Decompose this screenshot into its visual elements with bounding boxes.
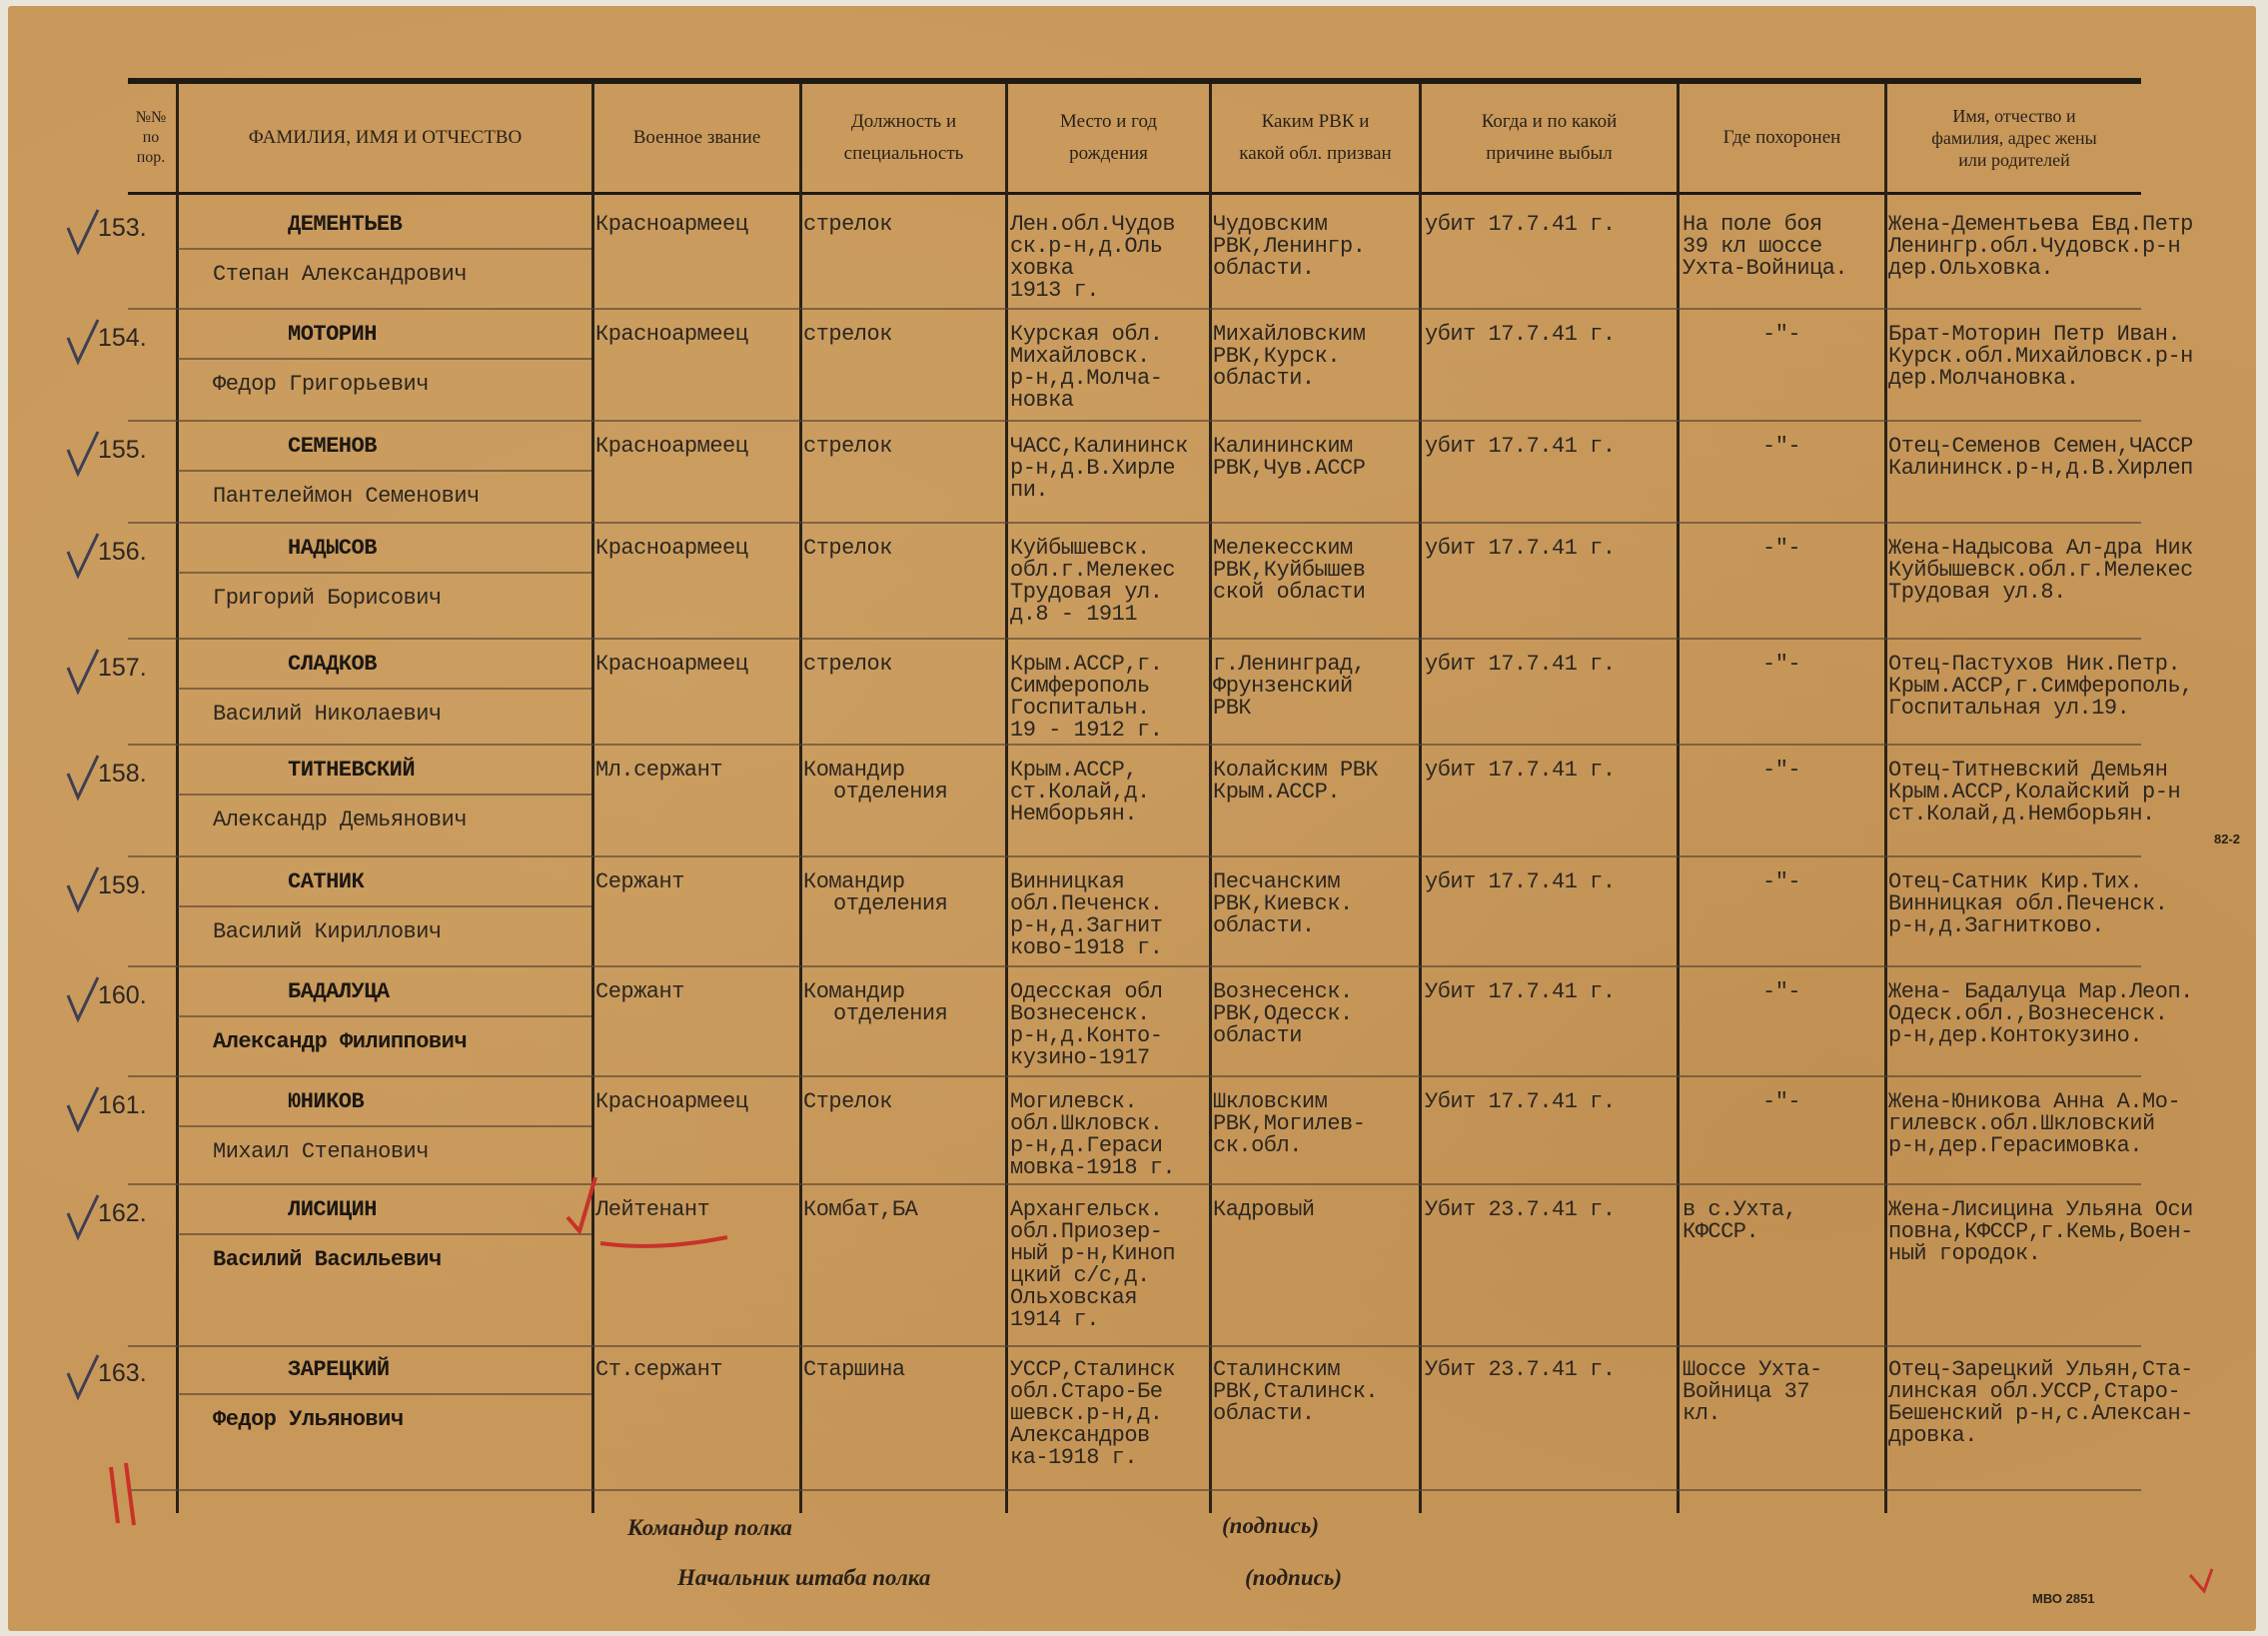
when-line: Убит 23.7.41 г. <box>1425 1197 1616 1222</box>
surname: МОТОРИН <box>288 322 377 347</box>
kin-line: Отец-Зарецкий Ульян,Ста- <box>1888 1357 2193 1382</box>
when-line: убит 17.7.41 г. <box>1425 536 1616 561</box>
birth-line: Крым.АССР, <box>1010 758 1138 783</box>
kin-line: Трудовая ул.8. <box>1888 580 2066 605</box>
rvk-line: Крым.АССР. <box>1213 780 1341 805</box>
rank-line: Сержант <box>595 979 684 1004</box>
kin-line: Куйбышевск.обл.г.Мелекес <box>1888 558 2193 583</box>
birth-line: цкий с/с,д. <box>1010 1263 1150 1288</box>
surname: ЮНИКОВ <box>288 1089 365 1114</box>
header-birth: Место и год рождения <box>1059 111 1158 164</box>
kin-line: повна,КФССР,г.Кемь,Воен- <box>1888 1219 2193 1244</box>
when-line: убит 17.7.41 г. <box>1425 434 1616 459</box>
kin-line: Калининск.р-н,д.В.Хирлеп <box>1888 456 2193 481</box>
rvk-line: области. <box>1213 1401 1315 1426</box>
birth-line: кузино-1917 <box>1010 1045 1150 1070</box>
rank-line: Красноармеец <box>595 434 748 459</box>
given-names: Александр Филиппович <box>213 1029 468 1054</box>
birth-line: Симферополь <box>1010 674 1150 699</box>
rvk-line: РВК,Ленингр. <box>1213 234 1366 259</box>
row-number: 158. <box>98 760 147 788</box>
rank-line: Красноармеец <box>595 322 748 347</box>
rank-line: Мл.сержант <box>595 758 723 783</box>
chief-signature-label: (подпись) <box>1245 1565 1343 1590</box>
given-names: Василий Кириллович <box>213 919 442 944</box>
birth-line: д.8 - 1911 <box>1010 602 1138 627</box>
kin-line: Курск.обл.Михайловск.р-н <box>1888 344 2193 369</box>
kin-line: Крым.АССР,г.Симферополь, <box>1888 674 2193 699</box>
kin-line: Крым.АССР,Колайский р-н <box>1888 780 2181 805</box>
buried-line: -"- <box>1762 1089 1801 1114</box>
when-line: убит 17.7.41 г. <box>1425 869 1616 894</box>
birth-line: Михайловск. <box>1010 344 1150 369</box>
buried-line: Ухта-Войница. <box>1683 256 1848 281</box>
birth-line: мовка-1918 г. <box>1010 1155 1176 1180</box>
page-mark: 82-2 <box>2214 831 2241 846</box>
surname: ДЕМЕНТЬЕВ <box>288 212 403 237</box>
birth-line: 1913 г. <box>1010 278 1099 303</box>
kin-line: дер.Ольховка. <box>1888 256 2054 281</box>
birth-line: шевск.р-н,д. <box>1010 1401 1163 1426</box>
birth-line: Винницкая <box>1010 869 1125 894</box>
buried-line: кл. <box>1683 1401 1721 1426</box>
surname: ЗАРЕЦКИЙ <box>288 1357 390 1382</box>
row-number: 160. <box>98 981 147 1009</box>
kin-line: Отец-Сатник Кир.Тих. <box>1888 869 2143 894</box>
given-names: Федор Григорьевич <box>213 372 429 397</box>
surname: ТИТНЕВСКИЙ <box>288 758 416 783</box>
annotation-marks <box>8 6 2256 1631</box>
kin-line: Жена-Надысова Ал-дра Ник <box>1888 536 2193 561</box>
surname: САТНИК <box>288 869 365 894</box>
buried-line: На поле боя <box>1683 212 1822 237</box>
birth-line: ховка <box>1010 256 1074 281</box>
when-line: Убит 23.7.41 г. <box>1425 1357 1616 1382</box>
birth-line: ка-1918 г. <box>1010 1445 1138 1470</box>
kin-line: р-н,д.Загнитково. <box>1888 913 2104 938</box>
rank-line: Красноармеец <box>595 652 748 677</box>
rvk-line: Кадровый <box>1213 1197 1315 1222</box>
rvk-line: РВК,Киевск. <box>1213 891 1353 916</box>
kin-line: гилевск.обл.Шкловский <box>1888 1111 2155 1136</box>
given-names: Степан Александрович <box>213 262 468 287</box>
buried-line: в с.Ухта, <box>1683 1197 1797 1222</box>
commander-label: Командир полка <box>627 1515 792 1540</box>
given-names: Михаил Степанович <box>213 1139 429 1164</box>
birth-line: ск.р-н,д.Оль <box>1010 234 1163 259</box>
rvk-line: Михайловским <box>1213 322 1366 347</box>
red-tally-icon <box>111 1463 134 1525</box>
header-rvk: Каким РВК и какой обл. призван <box>1239 111 1392 164</box>
rvk-line: Шкловским <box>1213 1089 1328 1114</box>
given-names: Федор Ульянович <box>213 1407 404 1432</box>
position-line: Стрелок <box>803 1089 892 1114</box>
header-number: №№ по пор. <box>135 109 167 166</box>
birth-line: Александров <box>1010 1423 1150 1448</box>
kin-line: Брат-Моторин Петр Иван. <box>1888 322 2181 347</box>
position-line: Старшина <box>803 1357 905 1382</box>
rvk-line: Вознесенск. <box>1213 979 1353 1004</box>
row-number: 161. <box>98 1091 147 1119</box>
row-number: 163. <box>98 1359 147 1387</box>
rvk-line: Песчанским <box>1213 869 1341 894</box>
rank-line: Красноармеец <box>595 1089 748 1114</box>
birth-line: Ольховская <box>1010 1285 1138 1310</box>
birth-line: Куйбышевск. <box>1010 536 1150 561</box>
position-line: отделения <box>833 891 948 916</box>
chief-of-staff-label: Начальник штаба полка <box>677 1565 931 1590</box>
birth-line: 19 - 1912 г. <box>1010 718 1163 743</box>
kin-line: линская обл.УССР,Старо- <box>1888 1379 2181 1404</box>
header-full-name: ФАМИЛИЯ, ИМЯ И ОТЧЕСТВО <box>248 127 523 148</box>
header-burial: Где похоронен <box>1722 127 1841 148</box>
rvk-line: РВК <box>1213 696 1252 721</box>
rvk-line: области <box>1213 1023 1302 1048</box>
buried-line: -"- <box>1762 536 1801 561</box>
surname: НАДЫСОВ <box>288 536 377 561</box>
kin-line: Жена- Бадалуца Мар.Леоп. <box>1888 979 2193 1004</box>
kin-line: ст.Колай,д.Немборьян. <box>1888 802 2155 826</box>
document-sheet <box>8 6 2256 1631</box>
birth-line: р-н,д.Загнит <box>1010 913 1163 938</box>
birth-line: ный р-н,Киноп <box>1010 1241 1176 1266</box>
kin-line: Отец-Пастухов Ник.Петр. <box>1888 652 2181 677</box>
position-line: Командир <box>803 758 905 783</box>
kin-line: Отец-Титневский Демьян <box>1888 758 2168 783</box>
position-line: стрелок <box>803 434 892 459</box>
birth-line: обл.Старо-Бе <box>1010 1379 1163 1404</box>
rvk-line: РВК,Курск. <box>1213 344 1341 369</box>
when-line: Убит 17.7.41 г. <box>1425 979 1616 1004</box>
rvk-line: Мелекесским <box>1213 536 1353 561</box>
kin-line: р-н,дер.Герасимовка. <box>1888 1133 2143 1158</box>
rvk-line: области. <box>1213 913 1315 938</box>
kin-line: Ленингр.обл.Чудовск.р-н <box>1888 234 2181 259</box>
position-line: Командир <box>803 869 905 894</box>
rvk-line: РВК,Одесск. <box>1213 1001 1353 1026</box>
position-line: Комбат,БА <box>803 1197 918 1222</box>
rvk-line: ской области <box>1213 580 1366 605</box>
rvk-line: Сталинским <box>1213 1357 1341 1382</box>
birth-line: р-н,д.Молча- <box>1010 366 1163 391</box>
buried-line: 39 кл шоссе <box>1683 234 1822 259</box>
buried-line: -"- <box>1762 758 1801 783</box>
rvk-line: области. <box>1213 256 1315 281</box>
birth-line: р-н,д.Конто- <box>1010 1023 1163 1048</box>
birth-line: р-н,д.Гераси <box>1010 1133 1163 1158</box>
birth-line: 1914 г. <box>1010 1307 1099 1332</box>
surname: ЛИСИЦИН <box>288 1197 377 1222</box>
buried-line: КФССР. <box>1683 1219 1759 1244</box>
given-names: Василий Васильевич <box>213 1247 442 1272</box>
red-check-icon <box>567 1177 595 1231</box>
given-names: Пантелеймон Семенович <box>213 484 480 509</box>
birth-line: Немборьян. <box>1010 802 1138 826</box>
rvk-line: ск.обл. <box>1213 1133 1302 1158</box>
kin-line: Жена-Юникова Анна А.Мо- <box>1888 1089 2181 1114</box>
row-number: 155. <box>98 436 147 464</box>
when-line: убит 17.7.41 г. <box>1425 652 1616 677</box>
birth-line: обл.Печенск. <box>1010 891 1163 916</box>
position-line: стрелок <box>803 652 892 677</box>
surname: СЕМЕНОВ <box>288 434 377 459</box>
birth-line: Крым.АССР,г. <box>1010 652 1163 677</box>
rvk-line: Колайским РВК <box>1213 758 1379 783</box>
kin-line: ный городок. <box>1888 1241 2041 1266</box>
rvk-line: РВК,Сталинск. <box>1213 1379 1379 1404</box>
row-number: 157. <box>98 654 147 682</box>
row-number: 154. <box>98 324 147 352</box>
kin-line: Жена-Лисицина Ульяна Оси <box>1888 1197 2193 1222</box>
birth-line: новка <box>1010 388 1074 413</box>
buried-line: -"- <box>1762 979 1801 1004</box>
kin-line: Отец-Семенов Семен,ЧАССР <box>1888 434 2193 459</box>
position-line: стрелок <box>803 212 892 237</box>
when-line: убит 17.7.41 г. <box>1425 758 1616 783</box>
when-line: Убит 17.7.41 г. <box>1425 1089 1616 1114</box>
red-tick-icon <box>2190 1569 2212 1591</box>
birth-line: Курская обл. <box>1010 322 1163 347</box>
position-line: отделения <box>833 1001 948 1026</box>
rvk-line: Чудовским <box>1213 212 1328 237</box>
birth-line: Трудовая ул. <box>1010 580 1163 605</box>
birth-line: Вознесенск. <box>1010 1001 1150 1026</box>
kin-line: Бешенский р-н,с.Алексан- <box>1888 1401 2193 1426</box>
position-line: стрелок <box>803 322 892 347</box>
when-line: убит 17.7.41 г. <box>1425 212 1616 237</box>
kin-line: р-н,дер.Контокузино. <box>1888 1023 2143 1048</box>
rank-line: Сержант <box>595 869 684 894</box>
kin-line: Одеск.обл.,Вознесенск. <box>1888 1001 2168 1026</box>
given-names: Александр Демьянович <box>213 808 468 832</box>
row-number: 162. <box>98 1199 147 1227</box>
rank-line: Красноармеец <box>595 536 748 561</box>
birth-line: ЧАСС,Калининск <box>1010 434 1188 459</box>
position-line: отделения <box>833 780 948 805</box>
kin-line: Госпитальная ул.19. <box>1888 696 2130 721</box>
kin-line: дер.Молчановка. <box>1888 366 2079 391</box>
kin-line: дровка. <box>1888 1423 1977 1448</box>
rvk-line: области. <box>1213 366 1315 391</box>
row-number: 156. <box>98 538 147 566</box>
kin-line: Жена-Дементьева Евд.Петр <box>1888 212 2193 237</box>
birth-line: пи. <box>1010 478 1049 503</box>
birth-line: ково-1918 г. <box>1010 935 1163 960</box>
rvk-line: РВК,Куйбышев <box>1213 558 1366 583</box>
rvk-line: г.Ленинград, <box>1213 652 1366 677</box>
birth-line: Лен.обл.Чудов <box>1010 212 1176 237</box>
buried-line: -"- <box>1762 322 1801 347</box>
birth-line: ст.Колай,д. <box>1010 780 1150 805</box>
buried-line: -"- <box>1762 434 1801 459</box>
buried-line: Войница 37 <box>1683 1379 1810 1404</box>
kin-line: Винницкая обл.Печенск. <box>1888 891 2168 916</box>
birth-line: Архангельск. <box>1010 1197 1163 1222</box>
row-number: 153. <box>98 214 147 242</box>
birth-line: Могилевск. <box>1010 1089 1138 1114</box>
header-rank: Военное звание <box>632 127 761 148</box>
rvk-line: Калининским <box>1213 434 1353 459</box>
red-underline-icon <box>600 1237 727 1246</box>
rank-line: Лейтенант <box>595 1197 710 1222</box>
birth-line: обл.г.Мелекес <box>1010 558 1176 583</box>
given-names: Василий Николаевич <box>213 702 442 727</box>
given-names: Григорий Борисович <box>213 586 442 611</box>
birth-line: Одесская обл <box>1010 979 1163 1004</box>
buried-line: -"- <box>1762 652 1801 677</box>
buried-line: -"- <box>1762 869 1801 894</box>
buried-line: Шоссе Ухта- <box>1683 1357 1822 1382</box>
rvk-line: Фрунзенский <box>1213 674 1353 699</box>
rvk-line: РВК,Могилев- <box>1213 1111 1366 1136</box>
header-dropout: Когда и по какой причине выбыл <box>1481 111 1618 164</box>
birth-line: Госпитальн. <box>1010 696 1150 721</box>
header-position: Должность и специальность <box>843 111 964 164</box>
position-line: Стрелок <box>803 536 892 561</box>
birth-line: обл.Шкловск. <box>1010 1111 1163 1136</box>
birth-line: УССР,Сталинск <box>1010 1357 1176 1382</box>
birth-line: обл.Приозер- <box>1010 1219 1163 1244</box>
header-relatives: Имя, отчество и фамилия, адрес жены или родителей <box>1931 106 2097 170</box>
position-line: Командир <box>803 979 905 1004</box>
commander-signature-label: (подпись) <box>1222 1513 1320 1538</box>
surname: БАДАЛУЦА <box>288 979 390 1004</box>
rvk-line: РВК,Чув.АССР <box>1213 456 1366 481</box>
rank-line: Красноармеец <box>595 212 748 237</box>
row-number: 159. <box>98 871 147 899</box>
rank-line: Ст.сержант <box>595 1357 723 1382</box>
form-mark: МВО 2851 <box>2032 1591 2095 1606</box>
when-line: убит 17.7.41 г. <box>1425 322 1616 347</box>
surname: СЛАДКОВ <box>288 652 377 677</box>
birth-line: р-н,д.В.Хирле <box>1010 456 1176 481</box>
